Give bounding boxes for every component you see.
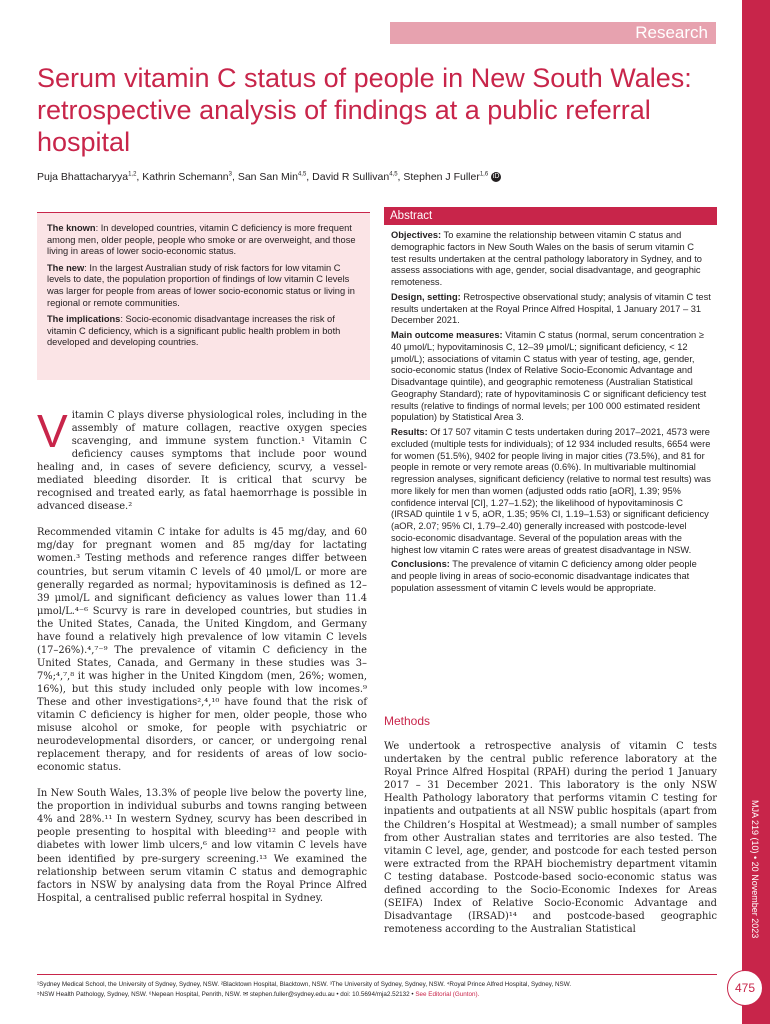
the-new: The new: In the largest Australian study of risk factors for low vitamin C levels to date, the population proportion of findings of low vitamin C levels was larger for people from areas of lower socio-economic status or living in regional or remote communities. [47,262,355,308]
abstract-heading: Abstract [384,207,717,225]
editorial-link[interactable]: See Editorial (Gunton). [415,991,480,998]
paragraph-nsw: In New South Wales, 13.3% of people live below the poverty line, the proportion in individual suburbs and towns ranging between 4% and 28%.¹¹ In western Sydney, scurvy has been described in people presenting to hospital with bleeding¹² and people with diabetes with lower limb ulcers,⁶ and low vitamin C levels have been identified by pre-surgery screening.¹³ We examined the relationship between serum vitamin C status and demographic factors in NSW by analysing data from the Royal Prince Alfred Hospital, a centralised public referral hospital in Sydney. [37,788,367,904]
author[interactable]: Kathrin Schemann$^3$ [142,171,232,183]
footnote-divider [37,974,717,975]
page-number: 475 [727,970,763,1006]
author[interactable]: Stephen J Fuller$^{1,6}$ [403,171,489,183]
section-tab: Research [390,22,716,44]
author-list: Puja Bhattacharyya$^{1,2}$, Kathrin Schemann$^3$, San San Min$^{4,5}$, David R Sullivan$^{4,5}$, Stephen J Fuller$^{1,6}$ iD [37,171,500,183]
journal-issue-info: MJA 219 (10) • 20 November 2023 [750,800,760,939]
body-left-column [37,405,367,918]
article-title: Serum vitamin C status of people in New South Wales: retrospective analysis of findings at a public referral hospital [37,63,692,157]
author[interactable]: Puja Bhattacharyya$^{1,2}$ [37,171,137,183]
affiliations-line-2: ⁵NSW Health Pathology, Sydney, NSW. ⁶Nepean Hospital, Penrith, NSW. ✉ stephen.fuller@sydney.edu.au • doi: 10.5694/mja2.52132 • See Editorial (Gunton). [37,991,480,998]
author[interactable]: David R Sullivan$^{4,5}$ [312,171,398,183]
abstract [384,207,717,598]
the-known: The known: In developed countries, vitamin C deficiency is more frequent among men, older people, people who smoke or are overweight, and those living in areas of lower socio-economic status. [47,223,356,257]
footnotes [37,980,717,1000]
drop-cap: V [37,405,68,457]
paragraph-methods: We undertook a retrospective analysis of vitamin C tests undertaken by the central public reference laboratory at the Royal Prince Alfred Hospital (RPAH) during the period 1 January 2017 – 31 December 2021. This laboratory is the only NSW Health Pathology laboratory that performs vitamin C testing for inpatients and outpatients at all NSW public hospitals (apart from the Children’s Hospital at Westmead); a small number of samples from other Australian states and territories are also tested. The vitamin C level, age, gender, and postcode for each tested person were extracted from the RPAH biochemistry department vitamin C testing database. Postcode-based socio-economic status was defined according to the Socio-Economic Indexes for Areas (SEIFA) Index of Relative Socio-Economic Advantage and Disadvantage (IRSAD)¹⁴ and postcode-based geographic remoteness according to the Australian Statistical [384,741,717,936]
affiliations-line-1: ¹Sydney Medical School, the University of Sydney, Sydney, NSW. ²Blacktown Hospital, Blacktown, NSW. ³The University of Sydney, Sydney, NSW. ⁴Royal Prince Alfred Hospital, Sydney, NSW. [37,981,572,988]
side-strip [742,0,770,1024]
abstract-conclusions: Conclusions: The prevalence of vitamin C deficiency among older people and people living in areas of socio-economic disadvantage indicates that population assessment of vitamin C levels would be appropriate. [391,559,697,593]
key-points-box [37,212,370,380]
abstract-results: Results: Of 17 507 vitamin C tests undertaken during 2017–2021, 4573 were excluded (multiple tests for individuals); of 12 934 included results, 6654 were for women (51.5%), 9402 for people living in major cities (73.5%), and 81 for people in remote or very remote areas (0.6%). In multivariable multinomial regression analyses, significant deficiency (relative to normal test results) was more likely for men than women (adjusted odds ratio [aOR], 1.39; 95% confidence interval [CI], 1.27–1.52); the likelihood of hypovitaminosis C (IRSAD quintile 1 v 5, aOR, 1.35; 95% CI, 1.19–1.53) or significant deficiency (aOR, 2.07; 95% CI, 1.79–2.40) generally increased with postcode-level socio-economic disadvantage. Several of the population areas with the highest low vitamin C rates were areas of greatest disadvantage in NSW. [391,427,711,555]
author[interactable]: San San Min$^{4,5}$ [237,171,307,183]
orcid-icon[interactable]: iD [492,173,500,181]
paragraph-intake: Recommended vitamin C intake for adults is 45 mg/day, and 60 mg/day for pregnant women and 85 mg/day for lactating women.³ Testing methods and reference ranges differ between countries, but serum vitamin C levels of 40 μmol/L or more are generally regarded as normal; hypovitaminosis is defined as 12–39 μmol/L and significant deficiency as values lower than 11.4 μmol/L.⁴⁻⁶ Scurvy is rare in developed countries, but studies in the United States, Canada, the United Kingdom, and Germany have found a relatively high prevalence of low vitamin C levels (17–26%).⁴,⁷⁻⁹ The prevalence of vitamin C deficiency in the United States, Canada, and Germany in these studies was 3–7%;⁴,⁷,⁸ it was higher in the United Kingdom (men, 26%; women, 16%), but this study included only people with low incomes.⁹ These and other investigations²,⁴,¹⁰ have found that the risk of vitamin C deficiency is higher for men, older people, those who misuse alcohol or smoke, for people with psychiatric or neurodevelopmental disorders, or cancer, or undergoing renal replacement therapy, and for residents of areas of low socio-economic status. [37,527,367,774]
abstract-body [384,225,717,595]
abstract-objectives: Objectives: To examine the relationship between vitamin C status and demographic factors in New South Wales on the basis of serum vitamin C test results undertaken at the central pathology laboratory in Sydney, and to assess associations with age, gender, social disadvantage, and geographic remoteness. [391,230,702,287]
methods-heading: Methods [384,714,431,728]
the-implications: The implications: Socio-economic disadvantage increases the risk of vitamin C deficiency, which is a significant public health problem in both developed and developing countries. [47,314,341,348]
abstract-outcomes: Main outcome measures: Vitamin C status (normal, serum concentration ≥ 40 μmol/L; hypovitaminosis C, 12–39 μmol/L; significant deficiency, < 12 μmol/L); associations of vitamin C status with year of testing, age, gender, socio-economic status (Index of Relative Socio-Economic Advantage and Disadvantage quintile), and geographic remoteness (Australian Statistical Geography Standard); rate of hypovitaminosis C or significant deficiency test results (relative to findings of normal levels; per 100 000 estimated resident population) by Statistical Area 3. [391,330,707,423]
abstract-design: Design, setting: Retrospective observational study; analysis of vitamin C test results undertaken at the Royal Prince Alfred Hospital, 1 January 2017 – 31 December 2021. [391,291,711,326]
paragraph-intro: Vitamin C plays diverse physiological roles, including in the assembly of mature collagen, reactive oxygen species scavenging, and immune system function.¹ Vitamin C deficiency causes symptoms that include poor wound healing and, in cases of severe deficiency, scurvy, a vessel-mediated bleeding disorder. It is critical that scurvy be recognised and treated early, as fatal haemorrhage is possible in advanced disease.² [37,405,367,513]
